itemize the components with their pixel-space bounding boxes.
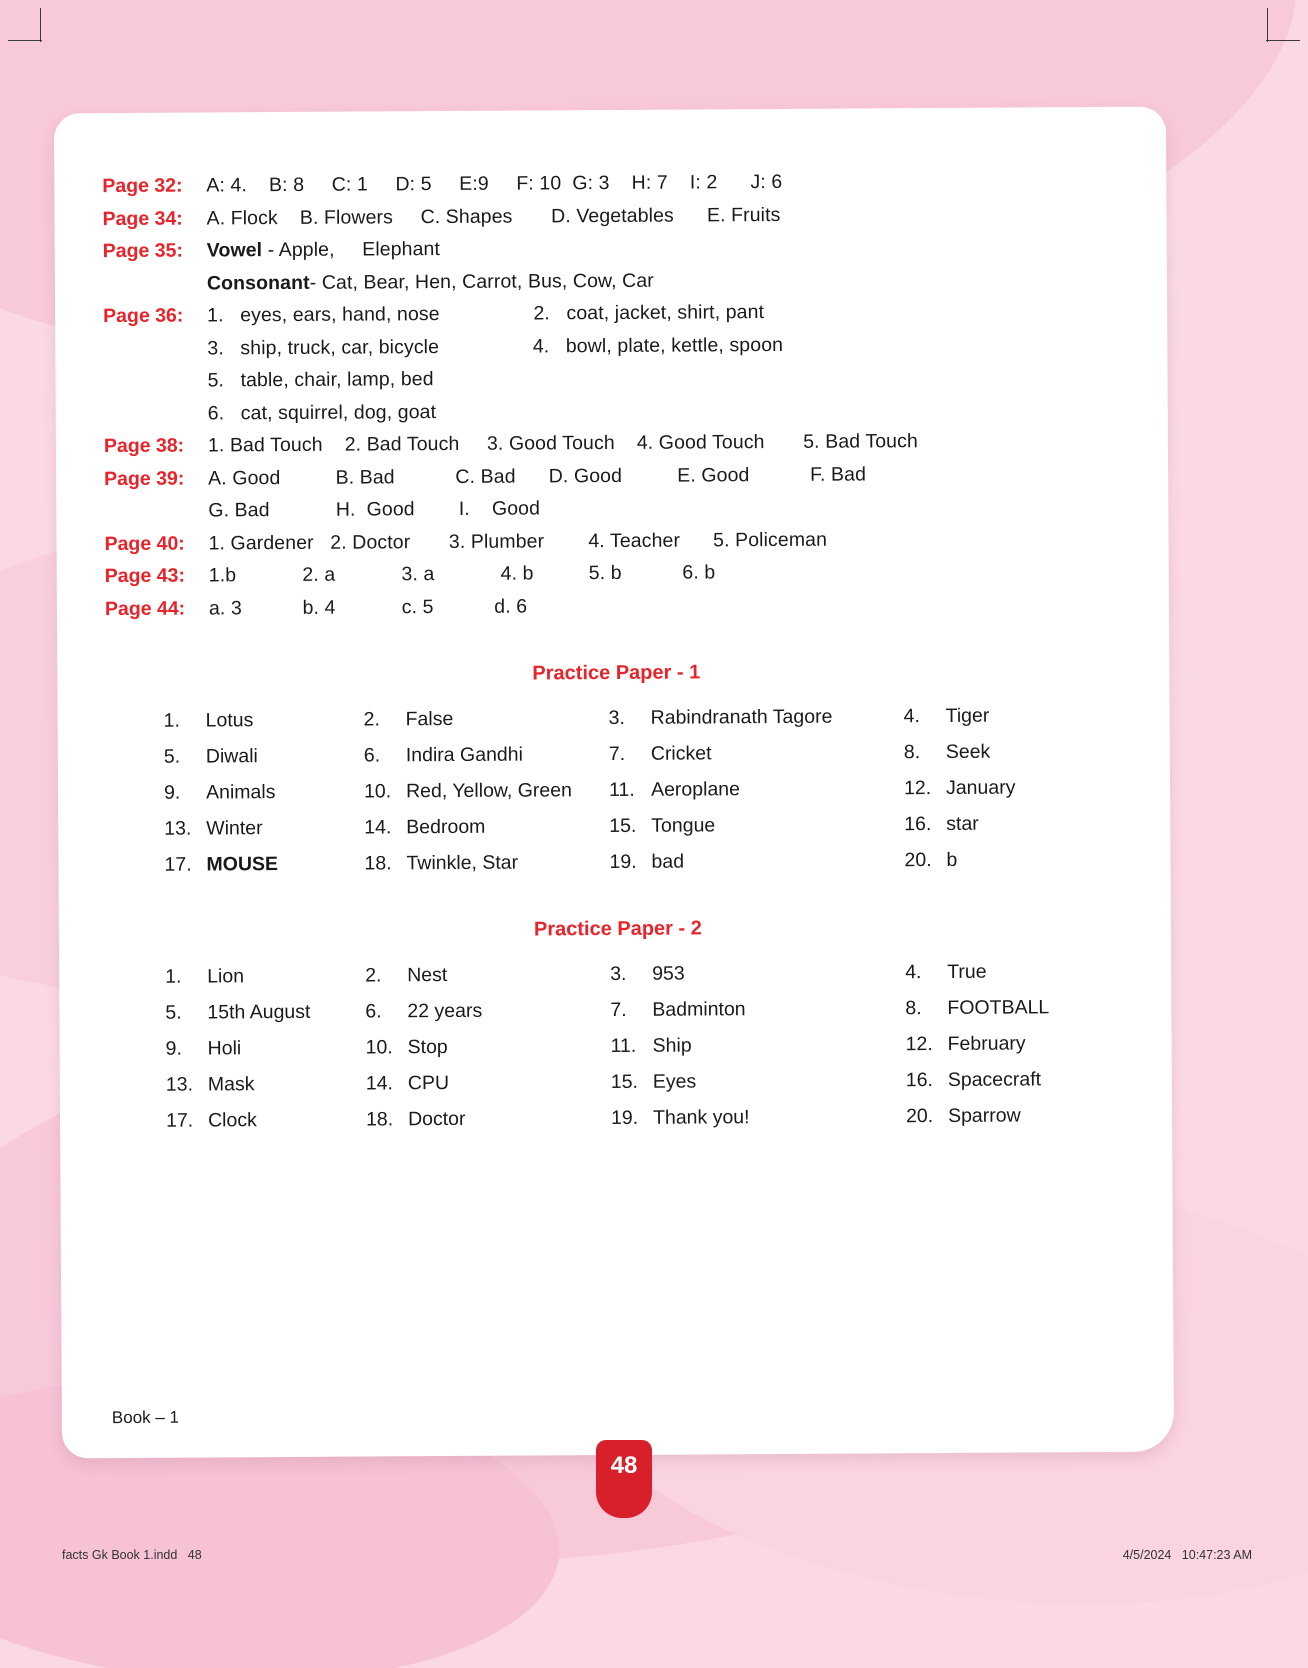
answer-text: Nest <box>407 963 448 986</box>
answer-key-page-label: Page 35: <box>102 239 184 263</box>
answer-item <box>166 1072 366 1096</box>
answer-item <box>906 1067 1151 1091</box>
answer-key-page-label: Page 32: <box>102 174 183 198</box>
answer-key-text: 1.b 2. a 3. a 4. b 5. b 6. b <box>208 561 716 587</box>
answer-number: 2. <box>363 707 380 731</box>
answer-item <box>364 779 609 803</box>
practice-paper-answer-grid <box>107 959 1130 1132</box>
answer-key-page-label <box>104 402 208 426</box>
answer-item <box>364 707 609 731</box>
answer-number: 19. <box>610 1106 639 1129</box>
answer-key-row <box>104 494 1126 523</box>
answer-item <box>609 849 904 874</box>
answer-key-page-label <box>103 369 207 393</box>
answer-number: 14. <box>365 1071 394 1095</box>
answer-item <box>906 1103 1151 1127</box>
answer-item <box>366 1107 611 1131</box>
answer-text: Tiger <box>945 704 990 727</box>
crop-mark <box>1266 40 1300 41</box>
answer-item <box>166 1108 366 1132</box>
answer-number: 7. <box>610 998 627 1021</box>
answer-key-page-label: Page 40: <box>104 532 185 555</box>
answer-number: 3. <box>610 962 627 985</box>
book-label: Book – 1 <box>111 1407 180 1428</box>
answer-number: 7. <box>608 742 626 765</box>
answer-text: Lion <box>207 964 245 987</box>
answer-item <box>166 1036 366 1060</box>
answer-key-page-label: Page 39: <box>104 467 185 490</box>
answer-key-row <box>104 526 1126 555</box>
answer-number: 5. <box>163 745 181 768</box>
answer-text: Lotus <box>205 708 254 731</box>
answer-item <box>164 780 364 804</box>
answer-number: 10. <box>363 779 392 803</box>
answer-text: Doctor <box>407 1107 466 1130</box>
answer-text: Diwali <box>205 744 258 767</box>
answer-number: 12. <box>905 1032 933 1055</box>
answer-number: 8. <box>905 996 922 1019</box>
page-sheet <box>54 107 1174 1459</box>
answer-item <box>165 1000 365 1024</box>
answer-key-text: Consonant- Cat, Bear, Hen, Carrot, Bus, Cow, Car <box>206 269 654 294</box>
answer-number: 14. <box>364 815 392 839</box>
answer-key-page-label: Page 36: <box>103 304 184 328</box>
answer-item <box>366 1035 611 1059</box>
answer-key-row <box>103 234 1125 263</box>
answer-item <box>366 1071 611 1095</box>
answer-key-row <box>105 591 1127 620</box>
answer-text: Thank you! <box>652 1105 750 1129</box>
answer-text: Mask <box>207 1072 255 1095</box>
answer-key-row <box>103 266 1125 295</box>
answer-item <box>905 995 1150 1019</box>
answer-item <box>611 1033 906 1058</box>
page-number-tab: 48 <box>596 1440 652 1518</box>
answer-text: Aeroplane <box>650 777 741 801</box>
practice-papers-section <box>105 658 1130 1132</box>
answer-key-section <box>102 169 1127 621</box>
answer-text: Sparrow <box>947 1104 1021 1127</box>
answer-key-text: a. 3 b. 4 c. 5 d. 6 <box>208 595 528 619</box>
answer-key-page-label: Page 38: <box>103 434 185 458</box>
answer-number: 11. <box>610 1034 637 1057</box>
answer-number: 12. <box>903 776 932 799</box>
answer-text: January <box>945 776 1016 799</box>
answer-key-page-label <box>103 337 207 361</box>
answer-text: CPU <box>407 1071 450 1094</box>
answer-item <box>365 999 610 1023</box>
answer-number: 18. <box>364 851 392 875</box>
answer-key-text: 1. Gardener 2. Doctor 3. Plumber 4. Teacher 5. Policeman <box>208 528 828 554</box>
answer-item <box>364 743 609 767</box>
answer-key-row <box>104 461 1126 490</box>
answer-text: Spacecraft <box>947 1067 1042 1091</box>
answer-text: Eyes <box>652 1070 697 1093</box>
answer-number: 20. <box>904 848 932 871</box>
answer-number: 1. <box>163 709 180 732</box>
answer-key-text: G. Bad H. Good I. Good <box>208 497 541 522</box>
answer-key-text: 1. eyes, ears, hand, nose 2. coat, jacket, shirt, pant <box>207 301 765 327</box>
answer-text: Clock <box>207 1108 257 1131</box>
answer-text: Animals <box>205 780 276 803</box>
answer-number: 17. <box>164 853 192 876</box>
answer-number: 16. <box>905 1068 933 1091</box>
answer-item <box>904 703 1149 727</box>
answer-text: Cricket <box>650 741 712 765</box>
answer-item <box>364 815 609 839</box>
practice-paper-title: Practice Paper - 2 <box>533 916 702 940</box>
answer-key-page-label <box>104 499 208 523</box>
crop-mark <box>40 8 41 42</box>
answer-number: 8. <box>903 740 921 763</box>
answer-number: 6. <box>365 999 382 1023</box>
answer-text: Holi <box>207 1036 242 1059</box>
answer-text: Twinkle, Star <box>406 851 519 874</box>
answer-item <box>164 816 364 840</box>
answer-item <box>904 811 1149 835</box>
answer-number: 9. <box>165 1037 182 1060</box>
answer-item <box>906 1031 1151 1055</box>
answer-number: 16. <box>904 812 932 835</box>
answer-item <box>164 744 364 768</box>
answer-key-row <box>105 559 1127 588</box>
answer-text: 15th August <box>207 1000 311 1023</box>
answer-item <box>365 963 610 987</box>
answer-key-row <box>104 429 1126 458</box>
answer-text: 22 years <box>407 999 483 1022</box>
answer-number: 11. <box>608 778 635 801</box>
answer-number: 4. <box>903 704 920 727</box>
answer-text: Rabindranath Tagore <box>650 705 833 729</box>
answer-key-text: 1. Bad Touch 2. Bad Touch 3. Good Touch 4. Good Touch 5. Bad Touch <box>207 430 918 457</box>
answer-key-row <box>102 169 1124 198</box>
crop-mark <box>8 40 42 41</box>
answer-key-row <box>104 396 1126 425</box>
answer-number: 17. <box>165 1109 194 1132</box>
answer-number: 4. <box>905 960 922 983</box>
answer-number: 1. <box>165 965 182 988</box>
page-content <box>54 107 1174 1459</box>
answer-item <box>165 964 365 988</box>
answer-key-page-label: Page 44: <box>104 597 186 620</box>
answer-key-row <box>102 201 1124 230</box>
answer-key-text: 6. cat, squirrel, dog, goat <box>207 400 437 424</box>
answer-text: 953 <box>652 962 685 985</box>
answer-text: February <box>947 1031 1026 1055</box>
answer-text: Winter <box>206 816 263 839</box>
answer-text: Indira Gandhi <box>405 743 523 766</box>
answer-number: 5. <box>165 1001 182 1024</box>
answer-item <box>609 741 904 766</box>
answer-item <box>611 1069 906 1094</box>
answer-text: Seek <box>945 740 991 763</box>
answer-key-text: A. Flock B. Flowers C. Shapes D. Vegetables E. Fruits <box>206 203 781 229</box>
answer-number: 10. <box>365 1035 393 1059</box>
answer-number: 13. <box>164 817 192 840</box>
answer-number: 2. <box>365 963 382 987</box>
answer-text: star <box>946 812 979 835</box>
answer-text: Ship <box>652 1034 692 1057</box>
answer-key-text: 3. ship, truck, car, bicycle 4. bowl, plate, kettle, spoon <box>207 333 784 359</box>
answer-number: 20. <box>905 1104 934 1127</box>
answer-text: Badminton <box>652 997 746 1021</box>
crop-mark <box>1267 8 1268 42</box>
answer-key-text: 5. table, chair, lamp, bed <box>207 368 434 392</box>
answer-item <box>904 775 1149 799</box>
answer-text: False <box>405 707 454 730</box>
answer-text: Stop <box>407 1035 448 1058</box>
answer-item <box>905 959 1150 983</box>
answer-key-row <box>103 331 1125 360</box>
practice-paper-answer-grid <box>106 703 1129 876</box>
answer-item <box>164 708 364 732</box>
answer-text: MOUSE <box>206 852 279 875</box>
answer-item <box>611 1105 906 1130</box>
answer-number: 15. <box>610 1070 639 1093</box>
answer-key-page-label: Page 34: <box>102 207 183 230</box>
answer-text: FOOTBALL <box>947 995 1050 1019</box>
answer-key-page-label <box>103 272 207 296</box>
answer-number: 15. <box>609 814 637 837</box>
answer-item <box>609 705 904 730</box>
answer-number: 3. <box>608 706 625 729</box>
answer-item <box>164 852 364 876</box>
answer-number: 13. <box>165 1073 194 1096</box>
answer-number: 9. <box>163 781 181 804</box>
answer-item <box>364 851 609 875</box>
answer-number: 18. <box>365 1107 394 1131</box>
answer-item <box>609 813 904 838</box>
answer-text: Bedroom <box>406 815 486 838</box>
answer-key-row <box>103 299 1125 328</box>
answer-key-page-label: Page 43: <box>104 564 186 588</box>
answer-item <box>610 997 905 1022</box>
print-timestamp: 4/5/2024 10:47:23 AM <box>1122 1548 1252 1562</box>
print-filename: facts Gk Book 1.indd 48 <box>62 1548 202 1562</box>
answer-item <box>610 961 905 986</box>
answer-key-text: A. Good B. Bad C. Bad D. Good E. Good F. Bad <box>208 462 867 489</box>
answer-text: Tongue <box>651 813 716 837</box>
answer-text: bad <box>651 850 685 873</box>
practice-paper-title: Practice Paper - 1 <box>532 660 701 684</box>
answer-text: True <box>947 960 987 983</box>
answer-item <box>904 739 1149 763</box>
answer-item <box>609 777 904 802</box>
answer-item <box>904 847 1149 871</box>
answer-key-row <box>103 364 1125 393</box>
answer-key-text: Vowel - Apple, Elephant <box>206 238 441 262</box>
answer-key-text: A: 4. B: 8 C: 1 D: 5 E:9 F: 10 G: 3 H: 7 I: 2 J: 6 <box>206 170 783 197</box>
answer-number: 6. <box>363 743 381 767</box>
answer-number: 19. <box>609 850 637 873</box>
answer-text: Red, Yellow, Green <box>405 778 572 802</box>
answer-text: b <box>946 848 958 871</box>
